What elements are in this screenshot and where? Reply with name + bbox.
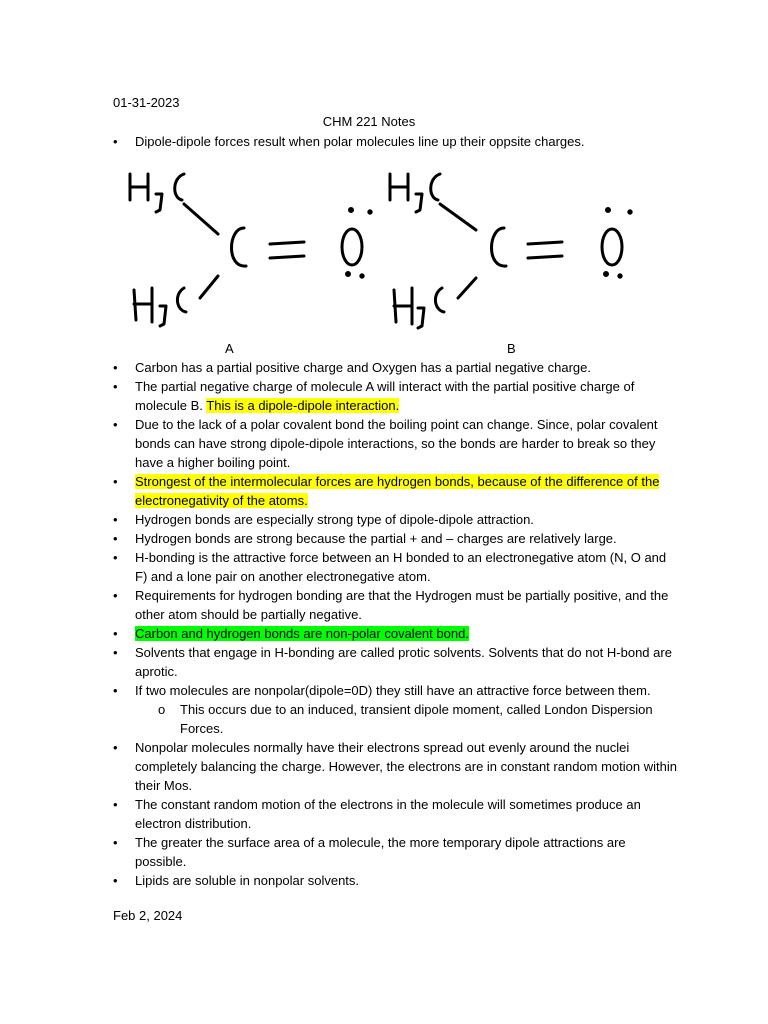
bullet-text: Solvents that engage in H-bonding are called protic solvents. Solvents that do not H-bond are aprotic. <box>135 645 672 679</box>
list-item <box>113 510 678 529</box>
list-item <box>113 529 678 548</box>
bullet-text: The partial negative charge of molecule A will interact with the partial positive charge of molecule B. <box>135 379 635 413</box>
list-item <box>113 871 678 890</box>
highlighted-text: Strongest of the intermolecular forces are hydrogen bonds, because of the difference of the electronegativity of the atoms. <box>135 474 660 508</box>
bullet-glyph: • <box>113 474 118 489</box>
footer-date: Feb 2, 2024 <box>113 908 183 923</box>
note-date: 01-31-2023 <box>113 95 180 110</box>
highlighted-text: This is a dipole-dipole interaction. <box>206 398 400 413</box>
list-item <box>113 624 678 643</box>
intro-list <box>113 132 678 151</box>
list-item <box>113 643 678 681</box>
bullet-text: H-bonding is the attractive force between an H bonded to an electronegative atom (N, O and F) and a lone pair on another electronegative atom. <box>135 550 667 584</box>
list-item <box>113 738 678 795</box>
bullet-glyph: • <box>113 740 118 755</box>
bullet-text: Due to the lack of a polar covalent bond the boiling point can change. Since, polar covalent bonds can have strong dipole-dipole interactions, so the bonds are harder to break so they have a higher boiling point. <box>135 417 658 470</box>
bullet-glyph: o <box>158 702 166 717</box>
molecule-b-drawing <box>390 174 631 328</box>
bullet-text: The constant random motion of the electrons in the molecule will sometimes produce an electron distribution. <box>135 797 641 831</box>
molecule-b-label: B <box>507 341 516 356</box>
molecule-a-label: A <box>225 341 234 356</box>
bullet-text: Hydrogen bonds are strong because the partial + and – charges are relatively large. <box>135 531 617 546</box>
notes-list <box>113 358 678 890</box>
sub-list-item <box>113 700 678 738</box>
bullet-glyph: • <box>113 835 118 850</box>
hand-drawn-molecule-diagram <box>120 160 660 345</box>
list-item <box>113 833 678 871</box>
bullet-text: Hydrogen bonds are especially strong type of dipole-dipole attraction. <box>135 512 534 527</box>
bullet-text: Dipole-dipole forces result when polar molecules line up their oppsite charges. <box>135 134 585 149</box>
molecule-a-drawing <box>130 174 371 326</box>
list-item <box>113 415 678 472</box>
bullet-text: Lipids are soluble in nonpolar solvents. <box>135 873 360 888</box>
bullet-glyph: • <box>113 588 118 603</box>
list-item <box>113 548 678 586</box>
bullet-glyph: • <box>113 512 118 527</box>
highlighted-text: Carbon and hydrogen bonds are non-polar covalent bond. <box>135 626 469 641</box>
bullet-glyph: • <box>113 626 118 641</box>
bullet-text: The greater the surface area of a molecule, the more temporary dipole attractions are possible. <box>135 835 626 869</box>
bullet-glyph: • <box>113 645 118 660</box>
bullet-text: Carbon has a partial positive charge and Oxygen has a partial negative charge. <box>135 360 592 375</box>
bullet-text: If two molecules are nonpolar(dipole=0D) they still have an attractive force between them. <box>135 683 651 698</box>
bullet-glyph: • <box>113 360 118 375</box>
bullet-glyph: • <box>113 531 118 546</box>
list-item <box>113 358 678 377</box>
bullet-glyph: • <box>113 797 118 812</box>
bullet-text: Nonpolar molecules normally have their electrons spread out evenly around the nuclei completely balancing the charge. However, the electrons are in constant random motion within their Mos. <box>135 740 677 793</box>
page-title: CHM 221 Notes <box>322 114 416 129</box>
bullet-text: This occurs due to an induced, transient dipole moment, called London Dispersion Forces. <box>180 702 653 736</box>
list-item <box>113 681 678 700</box>
list-item <box>113 132 678 151</box>
bullet-glyph: • <box>113 873 118 888</box>
bullet-glyph: • <box>113 550 118 565</box>
bullet-glyph: • <box>113 417 118 432</box>
list-item <box>113 795 678 833</box>
bullet-glyph: • <box>113 134 118 149</box>
list-item <box>113 472 678 510</box>
list-item <box>113 586 678 624</box>
bullet-glyph: • <box>113 683 118 698</box>
bullet-text: Requirements for hydrogen bonding are that the Hydrogen must be partially positive, and the other atom should be partially negative. <box>135 588 669 622</box>
bullet-glyph: • <box>113 379 118 394</box>
list-item <box>113 377 678 415</box>
